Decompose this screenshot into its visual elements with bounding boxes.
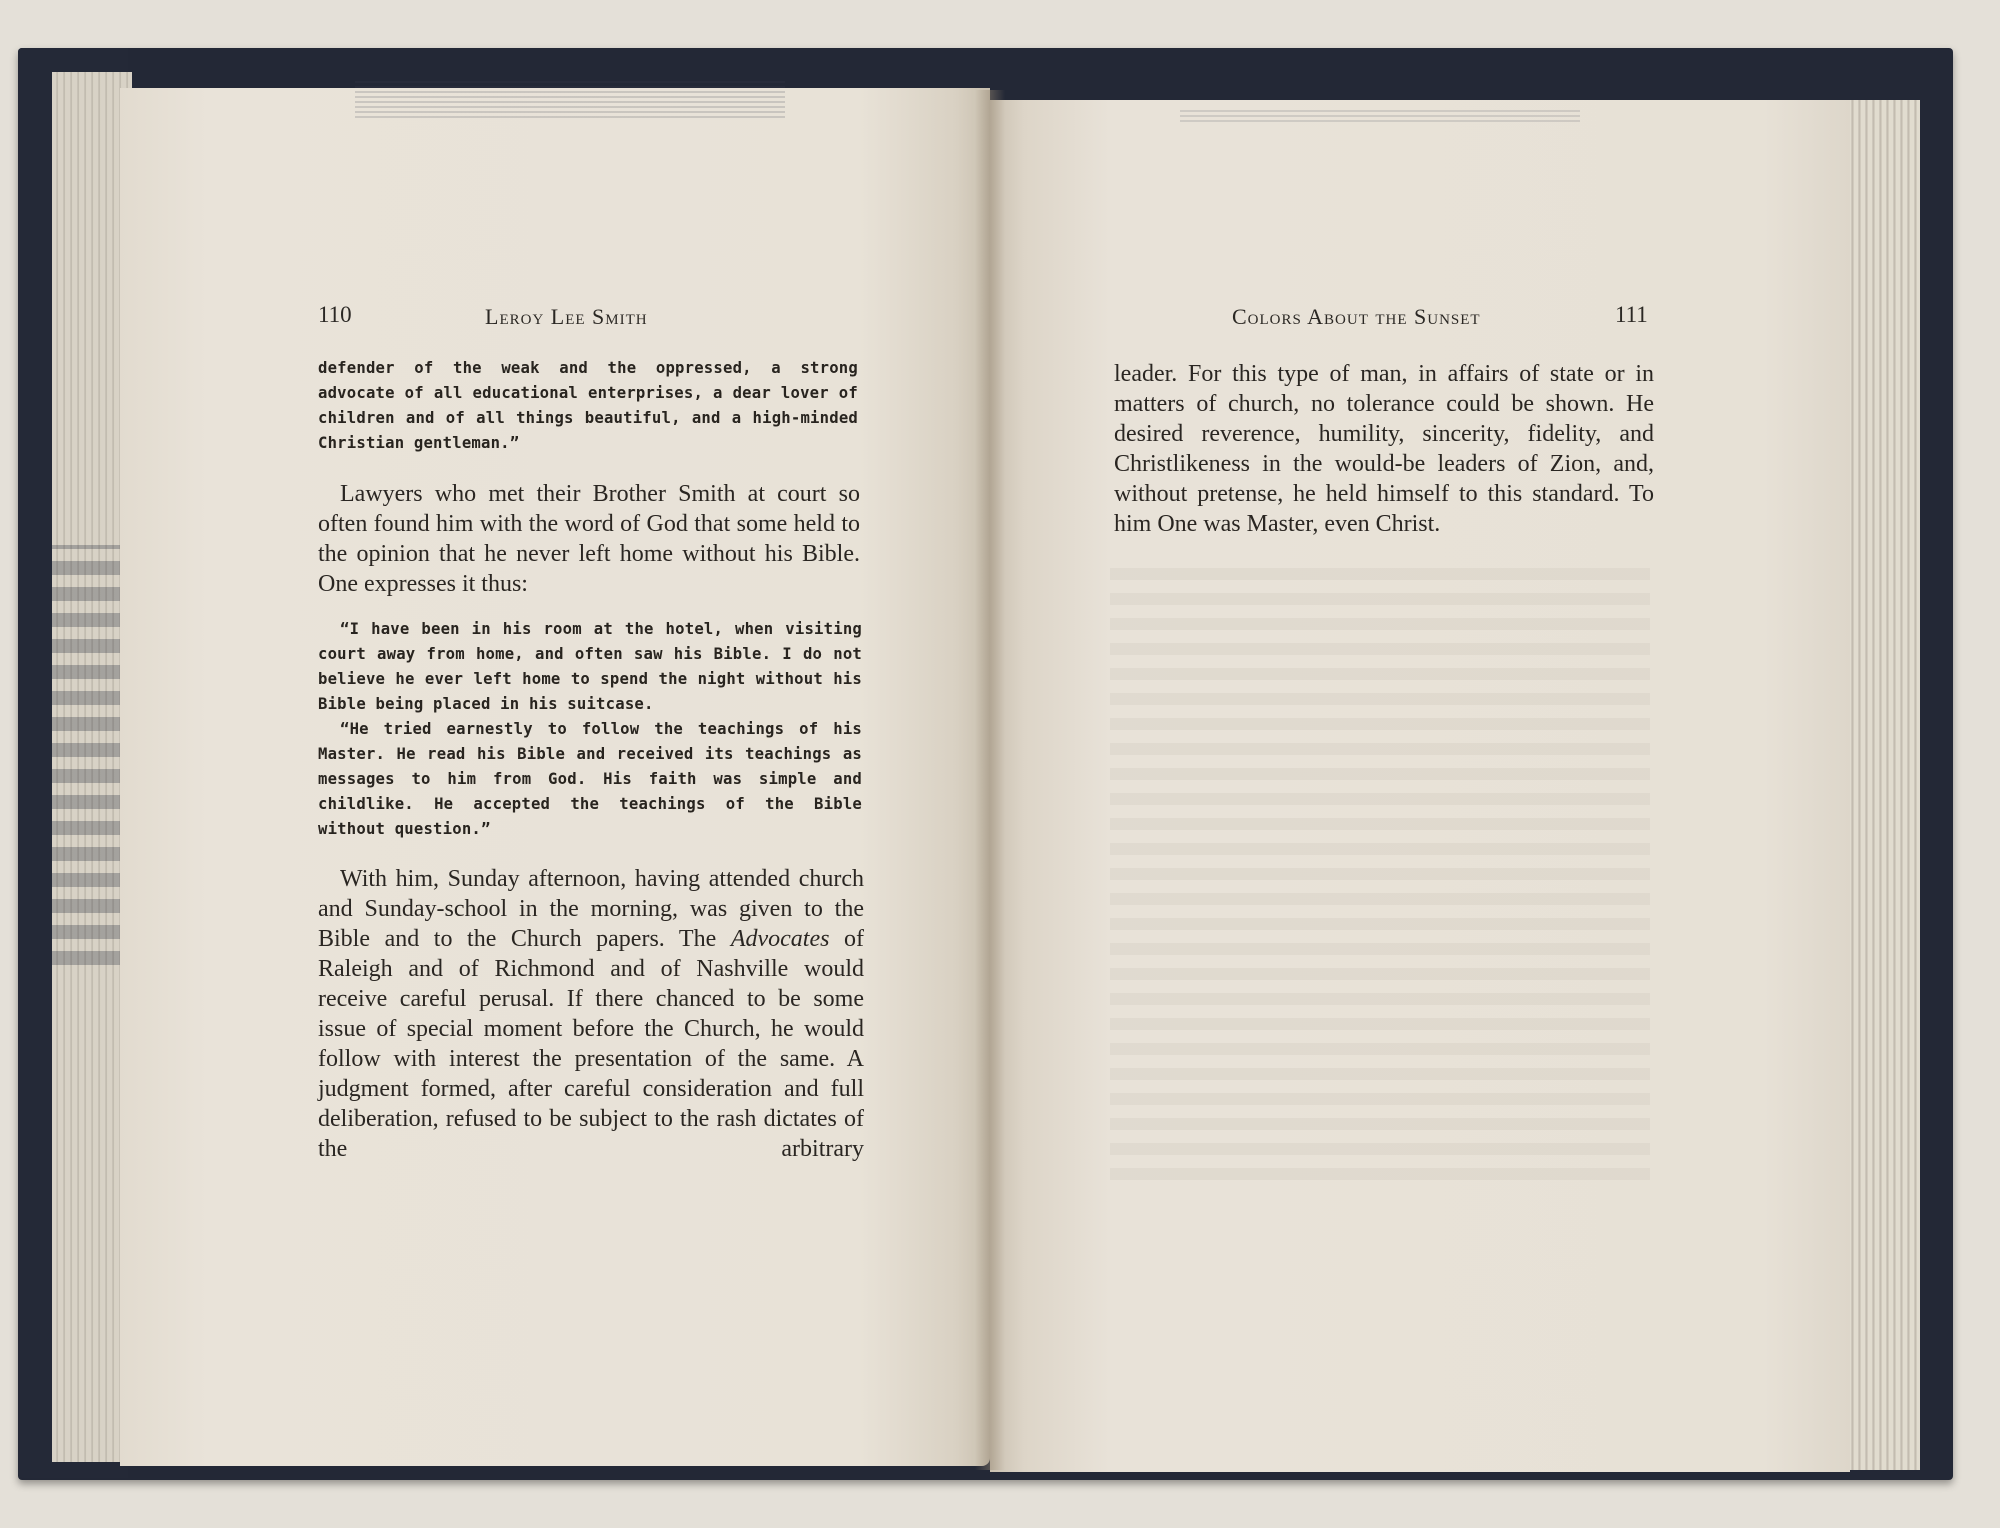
right-paragraph-1: leader. For this type of man, in affairs of state or in matters of church, no tolerance could be shown. He desired reverence, humility, sincerity, fidelity, and Christlikeness in the would-be leaders of Zion, and, without pretense, he held himself to this standard. To him One was Master, even Christ. — [1114, 361, 1654, 537]
quote-block-2a: “I have been in his room at the hotel, when visiting court away from home, and often saw his Bible. I do not believe he ever left home to spend the night without his Bible being placed in his suitcase. — [318, 620, 862, 713]
left-paragraph-2-before: With him, Sunday afternoon, having attended church and Sunday-school in the morning, was given to the Bible and to the Church papers. The — [318, 866, 864, 952]
left-paragraph-2 — [318, 864, 864, 1164]
show-through-text — [1110, 560, 1650, 1180]
right-page-number: 111 — [1615, 302, 1648, 327]
quote-block-2b: “He tried earnestly to follow the teachings of his Master. He read his Bible and received its teachings as messages to him from God. His faith was simple and childlike. He accepted the teachings of the Bible without question.” — [318, 720, 862, 838]
left-page-number: 110 — [318, 302, 352, 327]
top-edge-mark-left — [355, 78, 785, 118]
right-running-head: Colors About the Sunset — [1232, 304, 1481, 329]
left-running-head: Leroy Lee Smith — [485, 304, 648, 329]
left-paragraph-2-italic: Advocates — [730, 926, 830, 952]
left-paragraph-2-after: of Raleigh and of Richmond and of Nashville would receive careful perusal. If there chanced to be some issue of special moment before the Church, he would follow with interest the presentation of the same. A judgment formed, after careful consideration and full deliberation, refused to be subject to the rash dictates of the arbitrary — [318, 926, 865, 1162]
left-paragraph-1: Lawyers who met their Brother Smith at court so often found him with the word of God that some held to the opinion that he never left home without his Bible. One expresses it thus: — [318, 481, 860, 597]
top-edge-mark-right — [1180, 108, 1580, 122]
page-edges-right — [1840, 100, 1920, 1470]
gutter-shadow — [975, 90, 1005, 1470]
quote-block-1: defender of the weak and the oppressed, a strong advocate of all educational enterprises, a dear lover of children and of all things beautiful, and a high-minded Christian gentleman.” — [318, 359, 858, 452]
